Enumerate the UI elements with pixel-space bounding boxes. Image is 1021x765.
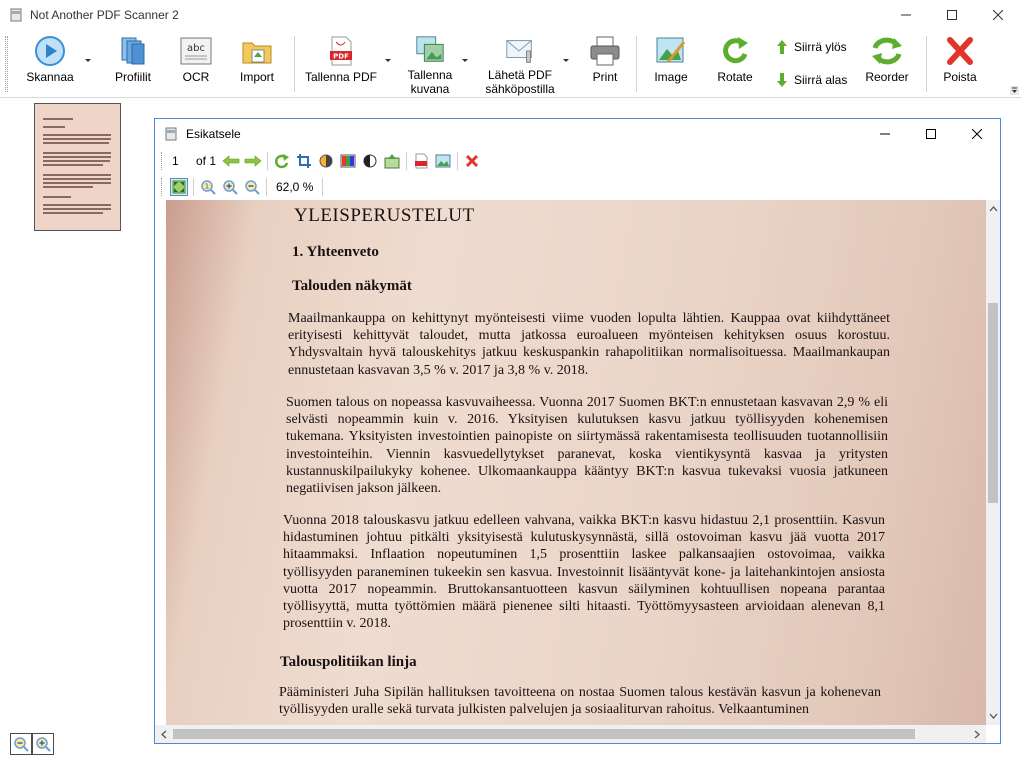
minimize-button[interactable] (883, 0, 929, 30)
page-number-input[interactable]: 1 (172, 154, 179, 168)
ocr-button[interactable] (176, 34, 216, 96)
svg-text:PDF: PDF (333, 52, 349, 61)
thumbnail-zoom-in-button[interactable] (32, 733, 54, 755)
pdf-icon (324, 34, 358, 68)
fit-window-icon (172, 180, 186, 194)
scan-play-icon (33, 34, 67, 68)
move-up-button[interactable] (776, 39, 847, 55)
preview-close-button[interactable] (954, 119, 1000, 149)
zoom-in-icon (35, 736, 51, 752)
reorder-button[interactable] (864, 34, 910, 96)
scanner-app-icon (9, 8, 23, 22)
email-dropdown-icon[interactable] (562, 58, 570, 64)
toolbar-overflow-icon[interactable] (1010, 86, 1019, 95)
scroll-left-icon[interactable] (159, 729, 169, 739)
doc-policy-heading: Talouspolitiikan linja (280, 654, 417, 670)
profiles-label: Profiilit (114, 70, 151, 84)
main-toolbar (0, 30, 1021, 98)
pdf-icon (413, 153, 429, 169)
black-white-button[interactable] (361, 152, 379, 170)
horizontal-scroll-thumb[interactable] (173, 729, 915, 739)
minimize-icon (901, 10, 911, 20)
document-view[interactable] (166, 200, 986, 725)
vertical-scroll-thumb[interactable] (988, 303, 998, 503)
ocr-label: OCR (182, 70, 210, 84)
zoom-in-icon (222, 179, 238, 195)
email-pdf-label-2: sähköpostilla (485, 82, 555, 96)
toolbar-separator (294, 36, 295, 92)
svg-text:abc: abc (187, 43, 205, 54)
hue-saturation-button[interactable] (339, 152, 357, 170)
zoom-out-button[interactable] (243, 178, 261, 196)
doc-subsection: Talouden näkymät (292, 278, 412, 294)
app-title: Not Another PDF Scanner 2 (30, 8, 179, 22)
rotate-button[interactable] (712, 34, 758, 96)
previous-page-button[interactable] (222, 152, 240, 170)
save-image-dropdown-icon[interactable] (461, 58, 469, 64)
arrow-down-icon (776, 72, 788, 88)
save-image-button[interactable] (404, 34, 456, 96)
crop-button[interactable] (295, 152, 313, 170)
page-thumbnail[interactable] (34, 103, 121, 231)
scroll-right-icon[interactable] (972, 729, 982, 739)
doc-section: 1. Yhteenveto (292, 244, 379, 260)
move-up-label: Siirrä ylös (794, 40, 847, 54)
save-image-icon (413, 34, 447, 66)
ocr-icon (179, 34, 213, 68)
save-image-label-1: Tallenna (407, 68, 453, 82)
doc-paragraph: Suomen talous on nopeassa kasvuvaiheessa. Vuonna 2017 Suomen BKT:n ennustetaan kasvavan 2,9 % eli selvästi nopeammin kuin v. 2016. Yksityisen kulutuksen kasvu jatkuu työllisyyden kohenemisen tukemana. Yksityisten investointien painopiste on siirtymässä rakentamisesta teollisuuden tuotannollisiin investointeihin. Viennin kasvuedellytykset paranevat, koska vientikysyntä kasvaa ja yritysten kustannuskilpailukyky kohenee. Ulkomaankauppa kääntyy BKT:n kasvua tukevaksi vuosia jatkuneen negatiivisen jakson jälkeen. (286, 395, 888, 497)
preview-toolbar-zoom (159, 175, 997, 199)
brightness-icon (318, 153, 334, 169)
main-titlebar (0, 0, 1021, 30)
email-pdf-label-1: Lähetä PDF (487, 68, 553, 82)
close-button[interactable] (975, 0, 1021, 30)
toolbar-grip[interactable] (161, 152, 164, 170)
close-icon (972, 129, 982, 139)
toolbar-grip[interactable] (161, 178, 164, 196)
move-down-label: Siirrä alas (794, 73, 848, 87)
brightness-button[interactable] (317, 152, 335, 170)
crop-icon (296, 153, 312, 169)
scanner-app-icon (164, 127, 178, 141)
doc-heading: YLEISPERUSTELUT (294, 205, 475, 226)
printer-icon (588, 34, 622, 68)
email-pdf-button[interactable] (482, 34, 558, 96)
scan-dropdown-icon[interactable] (84, 58, 92, 64)
color-palette-icon (340, 153, 356, 169)
zoom-out-icon (244, 179, 260, 195)
vertical-scrollbar[interactable] (986, 200, 1000, 725)
horizontal-scrollbar[interactable] (155, 725, 986, 743)
image-adjust-icon (384, 153, 400, 169)
scan-label: Skannaa (26, 70, 74, 84)
preview-save-image-button[interactable] (434, 152, 452, 170)
actual-size-button[interactable] (199, 178, 217, 196)
preview-toolbar-navigation (159, 149, 997, 173)
zoom-level: 62,0 % (276, 180, 314, 194)
page-total-label: of 1 (196, 154, 217, 168)
doc-paragraph: Vuonna 2018 talouskasvu jatkuu edelleen vahvana, vaikka BKT:n kasvu hidastuu 2,1 prosenttiin. Kasvun hidastuminen johtuu pitkälti yksityisestä kulutuskysynnästä, sillä ostovoiman kasvu jää vuotta 2017 hitaammaksi. Inflaation nopeutuminen 1,5 prosenttiin laskee palkansaajien ostovoimaa, vaikka työllisyyden paraneminen tukeekin sen kasvua. Investoinnit lisääntyvät kone- ja laitehankintojen ansiosta vuotta 2017 nopeammin. Bruttokansantuotteen kasvun säilyminen kohtuullisen nopeana parantaa työllisyyttä, mutta työttömien määrä pienenee silti hitaasti. Työttömyysasteen arvioidaan alenevan 8,1 prosenttiin v. 2018. (283, 513, 885, 632)
preview-delete-button[interactable] (463, 152, 481, 170)
import-button[interactable] (236, 34, 278, 96)
toolbar-separator (636, 36, 637, 92)
zoom-in-button[interactable] (221, 178, 239, 196)
scan-button[interactable] (24, 34, 76, 96)
image-label: Image (654, 70, 688, 84)
delete-x-icon (943, 34, 977, 68)
reorder-label: Reorder (865, 70, 909, 84)
save-image-label-2: kuvana (410, 82, 450, 96)
print-button[interactable] (586, 34, 624, 96)
maximize-icon (926, 129, 936, 139)
doc-paragraph: Pääministeri Juha Sipilän hallituksen tavoitteena on nostaa Suomen talous kestävän kasvun ja kohenevan työllisyyden uralle sekä turvata julkisten palvelujen ja sosiaaliturvan rahoitus. Velkaantuminen (279, 685, 881, 718)
sharpen-button[interactable] (383, 152, 401, 170)
svg-text:1: 1 (204, 182, 210, 191)
delete-label: Poista (943, 70, 977, 84)
scroll-down-icon[interactable] (988, 711, 998, 721)
thumbnail-zoom-out-button[interactable] (10, 733, 32, 755)
move-down-button[interactable] (776, 72, 847, 88)
toolbar-grip[interactable] (5, 36, 8, 92)
save-pdf-dropdown-icon[interactable] (384, 58, 392, 64)
import-folder-icon (240, 34, 274, 68)
rotate-label: Rotate (717, 70, 753, 84)
preview-save-pdf-button[interactable] (412, 152, 430, 170)
save-image-icon (435, 153, 451, 169)
scanned-page (166, 200, 986, 725)
save-pdf-label: Tallenna PDF (304, 70, 378, 84)
preview-minimize-button[interactable] (862, 119, 908, 149)
profiles-icon (116, 34, 150, 68)
arrow-right-icon (244, 155, 262, 167)
preview-rotate-button[interactable] (273, 152, 291, 170)
arrow-left-icon (222, 155, 240, 167)
fit-to-window-button[interactable] (170, 178, 188, 196)
scroll-up-icon[interactable] (988, 204, 998, 214)
toolbar-separator (926, 36, 927, 92)
print-label: Print (592, 70, 618, 84)
preview-maximize-button[interactable] (908, 119, 954, 149)
import-label: Import (239, 70, 274, 84)
arrow-up-icon (776, 39, 788, 55)
save-pdf-button[interactable] (304, 34, 378, 96)
minimize-icon (880, 129, 890, 139)
image-button[interactable] (650, 34, 692, 96)
rotate-icon (274, 153, 290, 169)
next-page-button[interactable] (244, 152, 262, 170)
reorder-icon (870, 34, 904, 68)
preview-title: Esikatsele (186, 127, 241, 141)
rotate-icon (718, 34, 752, 68)
delete-x-icon (464, 153, 480, 169)
profiles-button[interactable] (110, 34, 156, 96)
zoom-out-icon (13, 736, 29, 752)
image-edit-icon (654, 34, 688, 68)
delete-button[interactable] (938, 34, 982, 96)
contrast-icon (362, 153, 378, 169)
zoom-actual-icon (200, 179, 216, 195)
close-icon (993, 10, 1003, 20)
maximize-button[interactable] (929, 0, 975, 30)
email-icon (503, 34, 537, 66)
maximize-icon (947, 10, 957, 20)
preview-window (154, 118, 1001, 744)
doc-paragraph: Maailmankauppa on kehittynyt myönteisesti viime vuoden lopulta lähtien. Kauppaa ovat kiihdyttäneet erityisesti kehittyvät taloudet, mutta jatkossa euroalueen myönteisen kehityksen osuus korostuu. Yhdysvaltain hyvä talouskehitys jatkuu keskuspankin rahapolitiikan normalisoituessa. Maailmankaupan ennustetaan kasvavan 3,5 % v. 2017 ja 3,8 % v. 2018. (288, 311, 890, 378)
preview-titlebar (155, 119, 1000, 149)
